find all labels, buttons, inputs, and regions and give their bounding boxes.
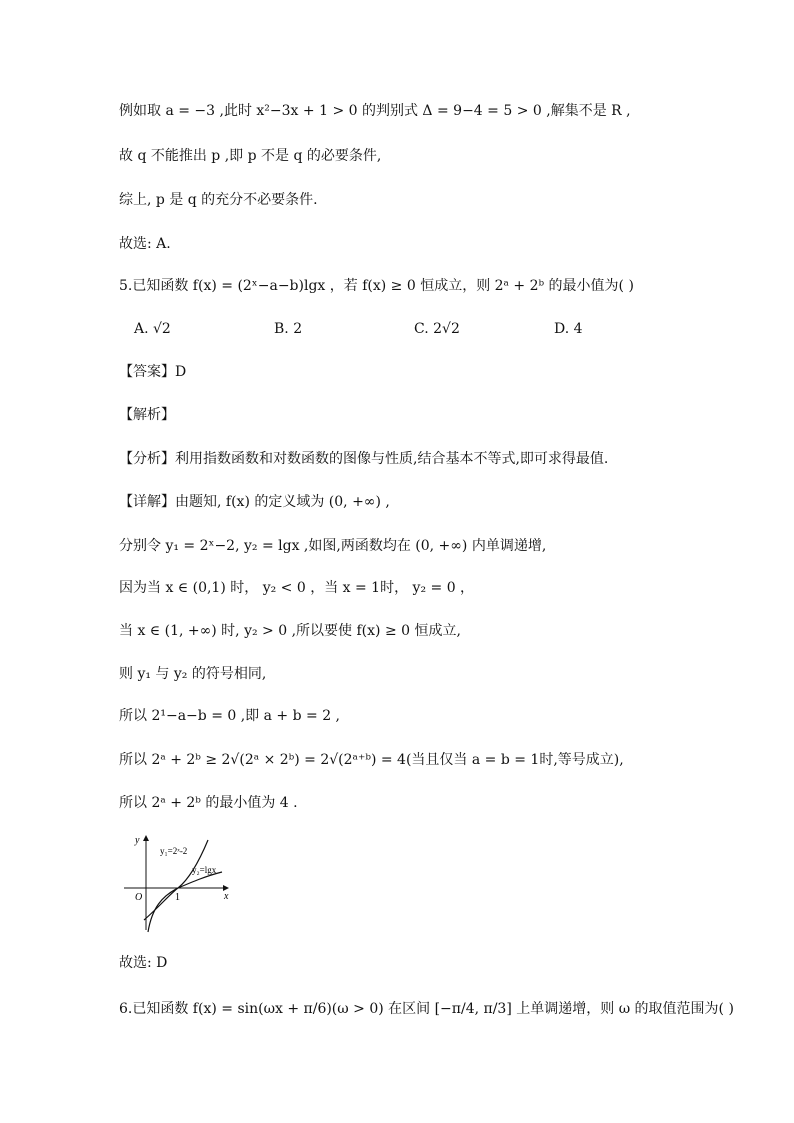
text-line-1: 例如取 a = −3 ,此时 x²−3x + 1 > 0 的判别式 Δ = 9−4 = 5 > 0 ,解集不是 R , bbox=[119, 103, 631, 119]
option-a: A. √2 bbox=[134, 321, 171, 337]
y2-label: y₂=lgx bbox=[192, 865, 217, 875]
choose-line: 故选: D bbox=[119, 955, 168, 971]
solution-line-7: 所以 2ᵃ + 2ᵇ 的最小值为 4 . bbox=[119, 795, 298, 811]
option-c: C. 2√2 bbox=[414, 321, 460, 337]
solution-line-4: 则 y₁ 与 y₂ 的符号相同, bbox=[119, 666, 267, 682]
solution-line-1: 分别令 y₁ = 2ˣ−2, y₂ = lgx ,如图,两函数均在 (0, +∞) 内单调递增, bbox=[119, 538, 547, 554]
answer-label: 【答案】D bbox=[119, 364, 187, 380]
text-line-2: 故 q 不能推出 p ,即 p 不是 q 的必要条件, bbox=[119, 148, 382, 164]
solution-line-3: 当 x ∈ (1, +∞) 时, y₂ > 0 ,所以要使 f(x) ≥ 0 恒成立, bbox=[119, 623, 461, 639]
solution-line-6: 所以 2ᵃ + 2ᵇ ≥ 2√(2ᵃ × 2ᵇ) = 2√(2ᵃ⁺ᵇ) = 4(当且仅当 a = b = 1时,等号成立), bbox=[119, 752, 624, 768]
x-axis-label: x bbox=[224, 891, 229, 902]
solution-line-2: 因为当 x ∈ (0,1) 时， y₂ < 0 ，当 x = 1时， y₂ = 0 ， bbox=[119, 580, 475, 596]
question-6: 6.已知函数 f(x) = sin(ωx + π/6)(ω > 0) 在区间 [−π/4, π/3] 上单调递增，则 ω 的取值范围为( ) bbox=[119, 1001, 734, 1017]
detail-line: 【详解】由题知, f(x) 的定义域为 (0, +∞) , bbox=[119, 494, 390, 510]
explanation-label: 【解析】 bbox=[119, 407, 175, 423]
y1-label: y₁=2ˣ-2 bbox=[160, 846, 188, 856]
option-b: B. 2 bbox=[274, 321, 303, 337]
solution-line-5: 所以 2¹−a−b = 0 ,即 a + b = 2 , bbox=[119, 708, 341, 724]
text-line-4: 故选: A. bbox=[119, 236, 171, 252]
text-line-3: 综上, p 是 q 的充分不必要条件. bbox=[119, 192, 318, 208]
option-d: D. 4 bbox=[554, 321, 583, 337]
origin-label: O bbox=[135, 892, 143, 903]
function-graph bbox=[118, 830, 248, 935]
y-axis-label: y bbox=[135, 835, 140, 846]
question-5: 5.已知函数 f(x) = (2ˣ−a−b)lgx ，若 f(x) ≥ 0 恒成立，则 2ᵃ + 2ᵇ 的最小值为( ) bbox=[119, 278, 634, 294]
analysis-line: 【分析】利用指数函数和对数函数的图像与性质,结合基本不等式,即可求得最值. bbox=[119, 451, 609, 467]
tick-1-label: 1 bbox=[175, 892, 180, 903]
